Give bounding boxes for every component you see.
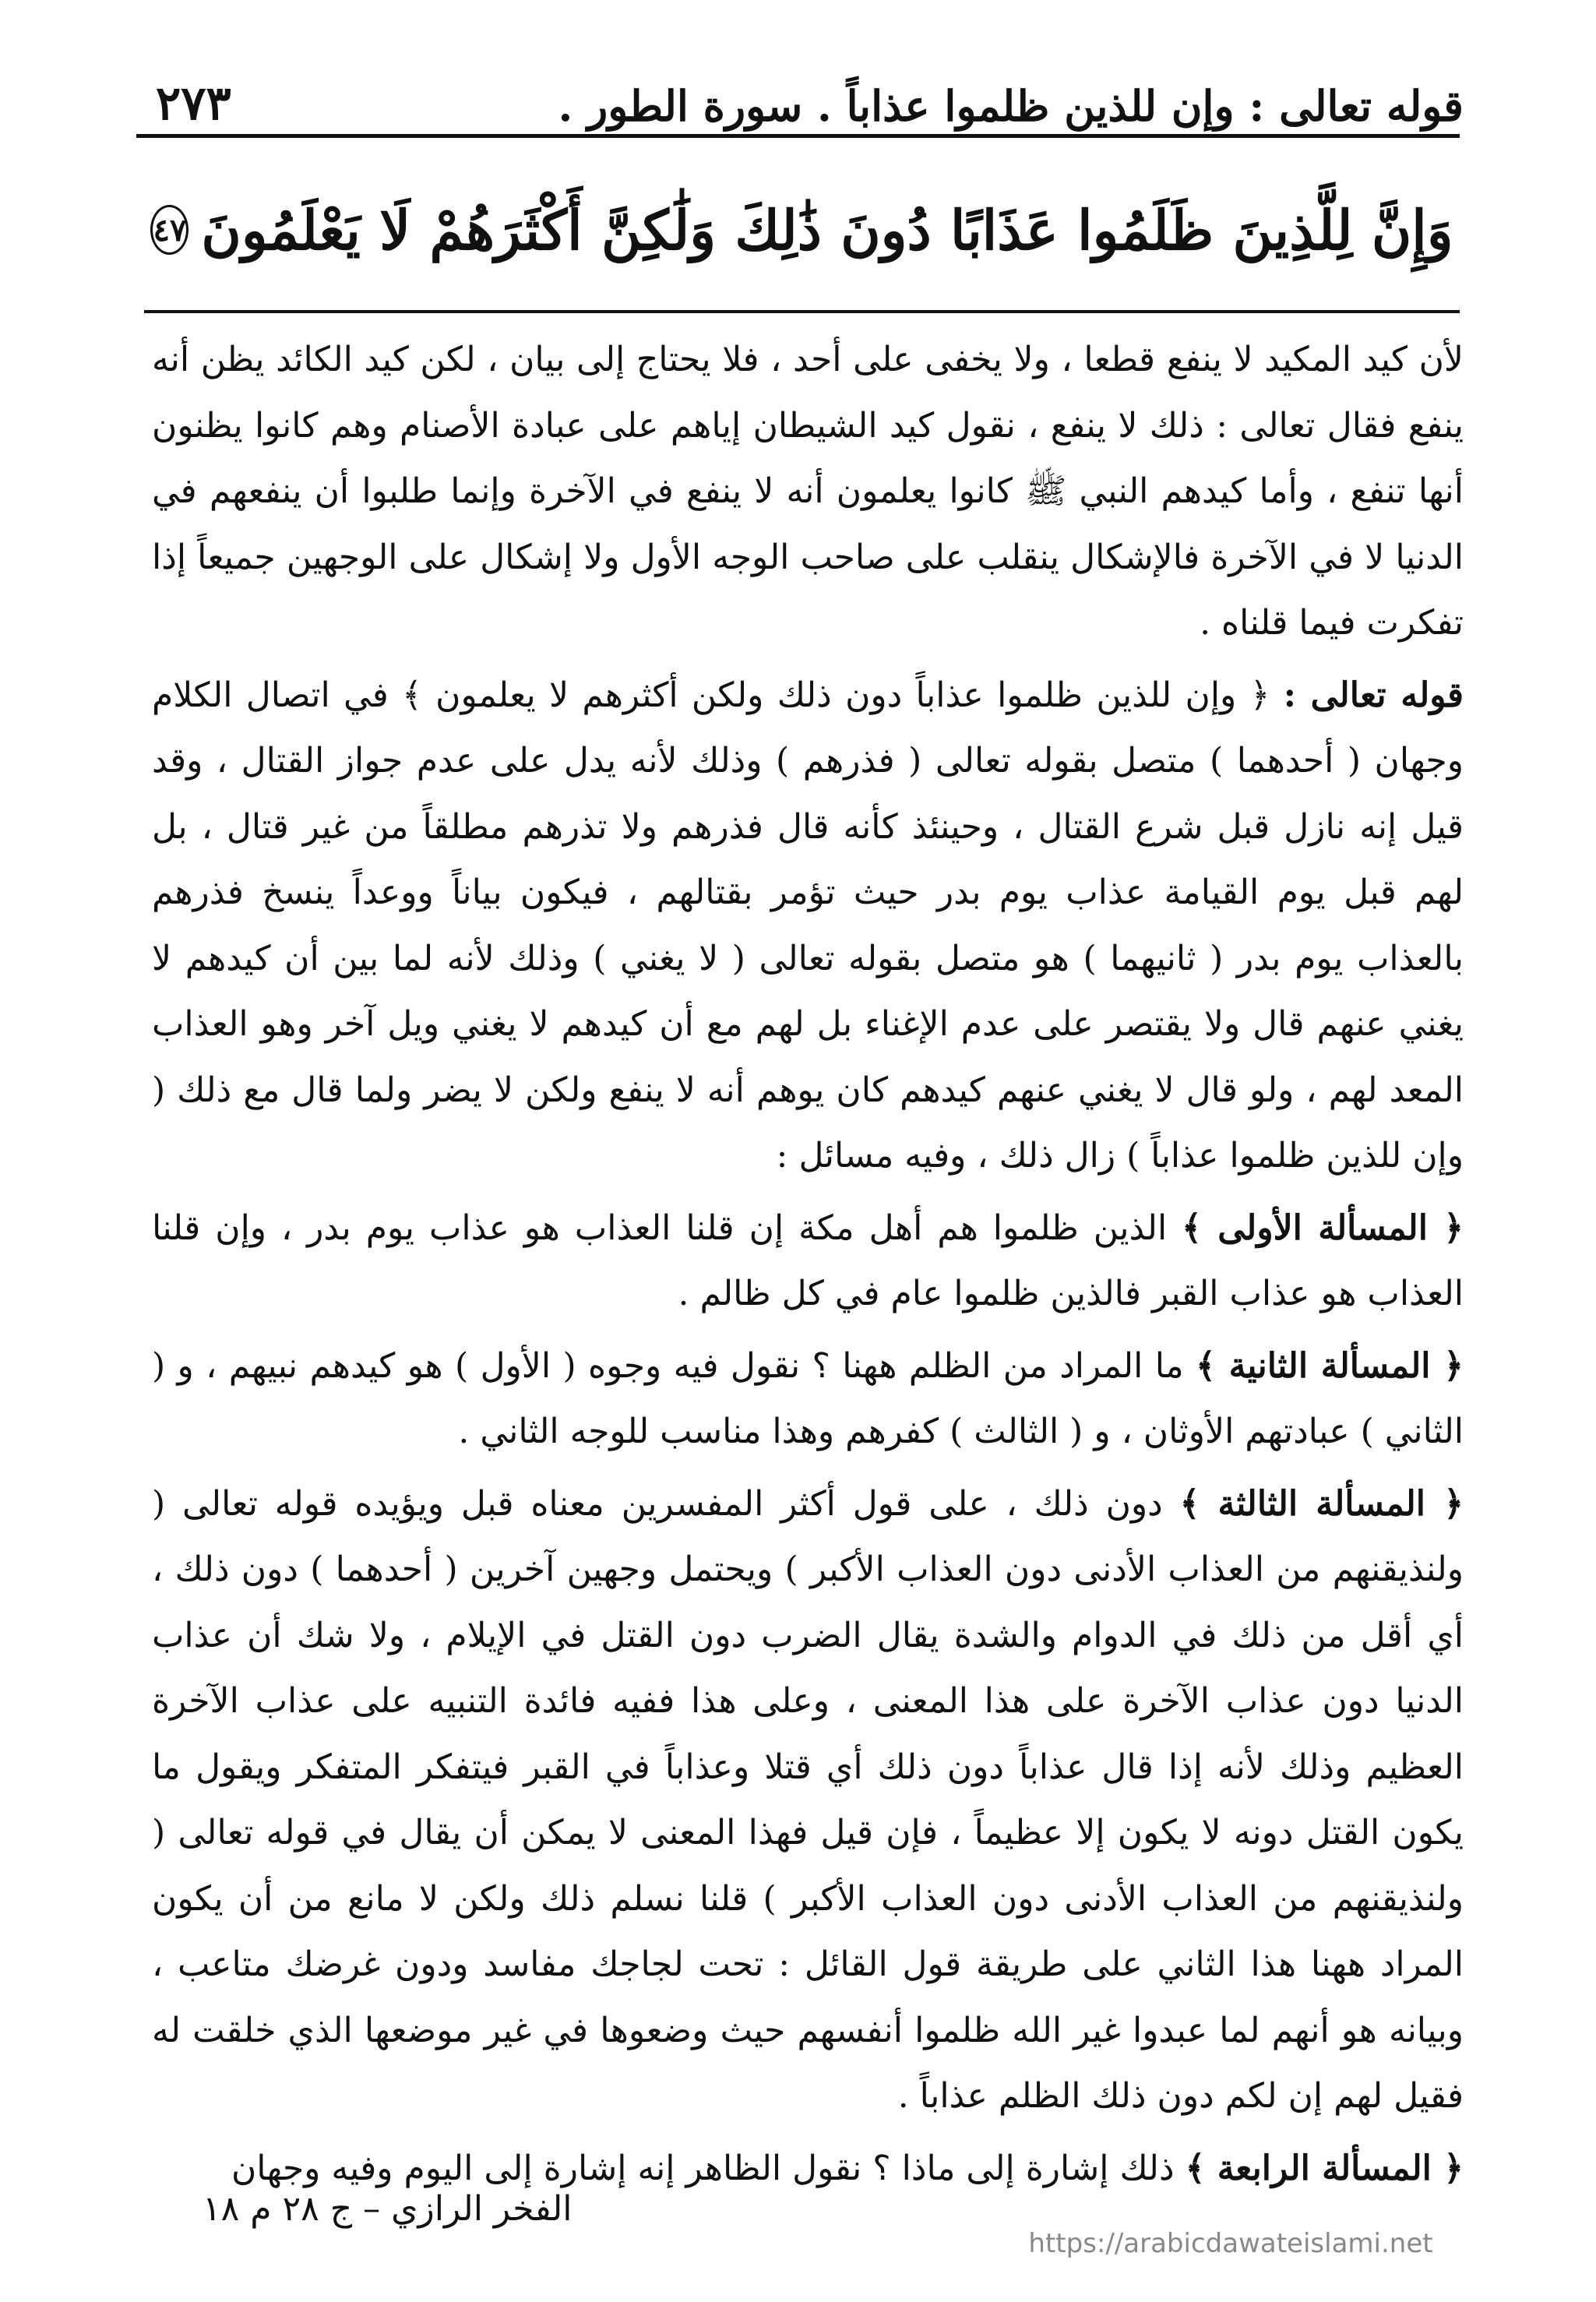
- verse-number: ٤٧: [150, 205, 188, 255]
- paragraph-2: [152, 663, 1464, 1190]
- signature-line: الفخر الرازي – ج ٢٨ م ١٨: [203, 2189, 573, 2229]
- paragraph-text: ما المراد من الظلم ههنا ؟ نقول فيه وجوه ( الأول ) هو كيدهم نبيهم ، و ( الثاني ) عبادتهم الأوثان ، و ( الثالث ) كفرهم وهذا مناسب للوجه الثاني .: [152, 1345, 1464, 1451]
- paragraph-text: دون ذلك ، على قول أكثر المفسرين معناه قبل ويؤيده قوله تعالى ( ولنذيقنهم من العذاب الأدنى دون العذاب الأكبر ) ويحتمل وجهين آخرين ( أحدهما ) دون ذلك ، أي أقل من ذلك في الدوام والشدة يقال الضرب دون القتل في الإيلام ، ولا شك أن عذاب الدنيا دون عذاب الآخرة على هذا المعنى ، وعلى هذا ففيه فائدة التنبيه على عذاب الآخرة العظيم وذلك لأنه إذا قال عذاباً دون ذلك أي قتلا وعذاباً في القبر فيتفكر المتفكر ويقول ما يكون القتل دونه لا يكون إلا عظيماً ، فإن قيل فهذا المعنى لا يمكن أن يقال في قوله تعالى ( ولنذيقنهم من العذاب الأدنى دون العذاب الأكبر ) قلنا نسلم ذلك ولكن لا مانع من أن يكون المراد ههنا هذا الثاني على طريقة قول القائل : تحت لجاجك مفاسد ودون غرضك متاعب ، وبيانه هو أنهم لما عبدوا غير الله ظلموا أنفسهم حيث وضعوها في غير موضعها الذي خلقت له فقيل لهم إن لكم دون ذلك الظلم عذاباً .: [152, 1483, 1464, 2116]
- paragraph-text: ذلك إشارة إلى ماذا ؟ نقول الظاهر إنه إشارة إلى اليوم وفيه وجهان: [231, 2148, 1175, 2188]
- paragraph-4: [152, 1334, 1464, 1465]
- paragraph-head: ﴿ المسألة الأولى ﴾: [1182, 1207, 1464, 1248]
- running-header: [156, 61, 1464, 131]
- paragraph-text: ﴿ وإن للذين ظلموا عذاباً دون ذلك ولكن أكثرهم لا يعلمون ﴾ في اتصال الكلام وجهان ( أحدهما ) متصل بقوله تعالى ( فذرهم ) وذلك لأنه يدل على عدم جواز القتال ، وقد قيل إنه نازل قبل شرع القتال ، وحينئذ كأنه قال فذرهم ولا تذرهم مطلقاً من غير قتال ، بل لهم قبل يوم القيامة عذاب يوم بدر حيث تؤمر بقتالهم ، فيكون بياناً ووعداً ينسخ فذرهم بالعذاب يوم بدر ( ثانيهما ) هو متصل بقوله تعالى ( لا يغني ) وذلك لأنه لما بين أن كيدهم لا يغني عنهم قال ولا يقتصر على عدم الإغناء بل لهم مع أن كيدهم لا يغني ويل آخر وهو العذاب المعد لهم ، ولو قال لا يغني عنهم كيدهم كان يوهم أنه لا ينفع ولكن لا يضر ولما قال مع ذلك ( وإن للذين ظلموا عذاباً ) زال ذلك ، وفيه مسائل :: [152, 675, 1464, 1176]
- paragraph-head: ﴿ المسألة الرابعة ﴾: [1185, 2148, 1464, 2188]
- paragraph-text: لأن كيد المكيد لا ينفع قطعا ، ولا يخفى على أحد ، فلا يحتاج إلى بيان ، لكن كيد الكائد يظن أنه ينفع فقال تعالى : ذلك لا ينفع ، نقول كيد الشيطان إياهم على عبادة الأصنام وهم كانوا يظنون أنها تنفع ، وأما كيدهم النبي ﷺ كانوا يعلمون أنه لا ينفع في الآخرة وإنما طلبوا أن ينفعهم في الدنيا لا في الآخرة فالإشكال ينقلب على صاحب الوجه الأول ولا إشكال على الوجهين جميعاً إذا تفكرت فيما قلناه .: [152, 340, 1464, 643]
- commentary-body: [152, 327, 1464, 2202]
- paragraph-1: [152, 327, 1464, 657]
- quran-verse: [153, 171, 1453, 288]
- header-title: قوله تعالى : وإن للذين ظلموا عذاباً . سورة الطور .: [558, 81, 1464, 131]
- verse-text: وَإِنَّ لِلَّذِينَ ظَلَمُوا عَذَابًا دُونَ ذَٰلِكَ وَلَٰكِنَّ أَكْثَرَهُمْ لَا يَعْلَمُونَ: [201, 197, 1453, 263]
- page-number: ٢٧٣: [156, 76, 231, 131]
- paragraph-text: الذين ظلموا هم أهل مكة إن قلنا العذاب هو عذاب يوم بدر ، وإن قلنا العذاب هو عذاب القبر فالذين ظلموا عام في كل ظالم .: [152, 1207, 1464, 1313]
- watermark-url: https://arabicdawateislami.net: [1028, 2228, 1433, 2259]
- verse-divider: [144, 310, 1460, 313]
- paragraph-3: [152, 1196, 1464, 1327]
- paragraph-head: قوله تعالى :: [1283, 675, 1464, 715]
- paragraph-head: ﴿ المسألة الثانية ﴾: [1196, 1345, 1464, 1386]
- header-divider: [136, 134, 1460, 138]
- paragraph-head: ﴿ المسألة الثالثة ﴾: [1179, 1483, 1464, 1524]
- paragraph-5: [152, 1472, 1464, 2130]
